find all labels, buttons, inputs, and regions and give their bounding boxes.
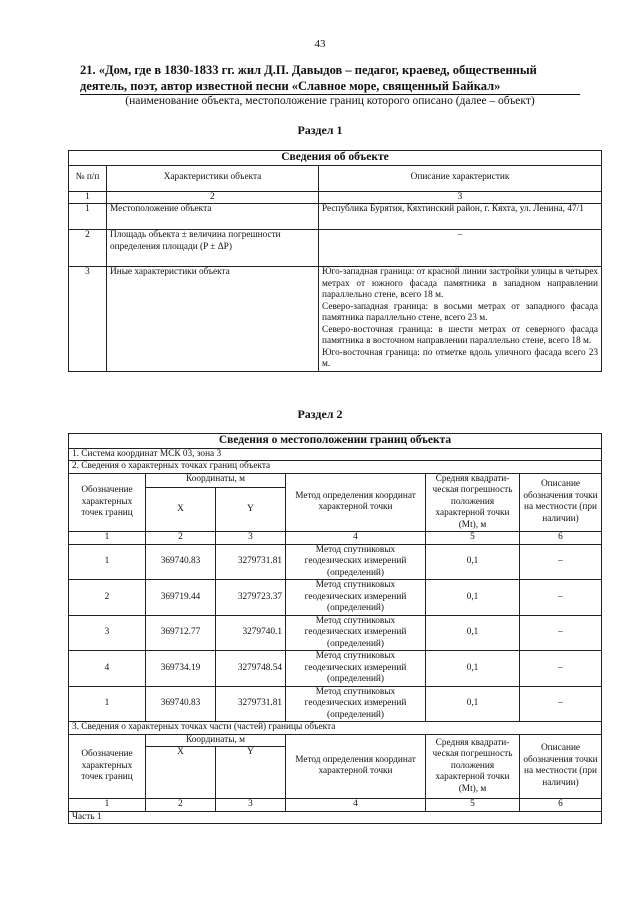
point-mt: 0,1 [426,580,520,616]
row-desc: Республика Бурятия, Кяхтинский район, г. Кяхта, ул. Ленина, 47/1 [319,204,602,230]
boundary-ne: Северо-восточная граница: в шести метрах от северного фасада памятника в восточном направлении параллельно стене, всего 18 м. [322,324,598,346]
point-id: 1 [69,544,146,580]
object-info-table [68,150,602,372]
col-number: 3 [319,191,602,204]
page-number: 43 [314,38,326,50]
col-number: 5 [426,532,520,545]
row-num: 1 [69,204,107,230]
object-heading [80,62,580,95]
point-x: 369740.83 [146,544,216,580]
header-coords: Координаты, м [146,473,286,488]
part-header-error: Средняя квадрати-ческая погрешность положения характерной точки (Mt), м [426,734,520,799]
col-number: 4 [286,799,426,812]
col-number: 3 [216,532,286,545]
point-id: 4 [69,651,146,687]
point-desc: – [520,544,602,580]
table-row [69,580,602,616]
points-subtitle: 2. Сведения о характерных точках границ объекта [69,461,602,474]
col-number: 3 [216,799,286,812]
part-header-x: X [146,747,216,799]
boundary-table-title: Сведения о местоположении границ объекта [69,434,602,449]
header-designation: Обозначение характерных точек границ [69,473,146,532]
point-mt: 0,1 [426,686,520,722]
point-desc: – [520,651,602,687]
point-id: 1 [69,686,146,722]
point-method: Метод спутниковых геодезических измерений (определений) [286,544,426,580]
header-characteristic: Характеристики объекта [107,165,319,191]
point-method: Метод спутниковых геодезических измерений (определений) [286,686,426,722]
table-row [69,651,602,687]
header-num: № п/п [69,165,107,191]
header-method: Метод определения координат характерной точки [286,473,426,532]
point-mt: 0,1 [426,651,520,687]
point-id: 3 [69,615,146,651]
point-mt: 0,1 [426,615,520,651]
header-y: Y [216,488,286,532]
col-number: 5 [426,799,520,812]
point-y: 3279740.1 [216,615,286,651]
col-number: 1 [69,532,146,545]
table-row [69,686,602,722]
boundary-nw: Северо-западная граница: в восьми метрах от западного фасада памятника параллельно стене, всего 23 м. [322,301,598,323]
header-error: Средняя квадрати-ческая погрешность положения характерной точки (Mt), м [426,473,520,532]
part-header-point-desc: Описание обозначения точки на местности (при наличии) [520,734,602,799]
row-desc [319,267,602,372]
point-desc: – [520,580,602,616]
point-y: 3279731.81 [216,686,286,722]
table-row [69,544,602,580]
object-info-title: Сведения об объекте [69,151,602,166]
point-x: 369719.44 [146,580,216,616]
row-num: 2 [69,230,107,267]
point-method: Метод спутниковых геодезических измерений (определений) [286,615,426,651]
point-y: 3279748.54 [216,651,286,687]
point-method: Метод спутниковых геодезических измерений (определений) [286,580,426,616]
part-header-y: Y [216,747,286,799]
part-header-designation: Обозначение характерных точек границ [69,734,146,799]
heading-line-2: деятель, поэт, автор известной песни «Славное море, священный Байкал» [80,78,580,95]
col-number: 4 [286,532,426,545]
header-point-desc: Описание обозначения точки на местности (при наличии) [520,473,602,532]
coord-system: 1. Система координат МСК 03, зона 3 [69,448,602,461]
col-number: 1 [69,799,146,812]
section-2-title: Раздел 2 [297,407,343,421]
row-name: Местоположение объекта [107,204,319,230]
section-1-title: Раздел 1 [297,123,343,137]
boundary-se: Юго-восточная граница: по отметке вдоль уличного фасада всего 23 м. [322,347,598,369]
boundary-points-table [68,433,602,824]
point-desc: – [520,615,602,651]
point-x: 369712.77 [146,615,216,651]
col-number: 6 [520,532,602,545]
col-number: 2 [146,532,216,545]
point-y: 3279731.81 [216,544,286,580]
header-x: X [146,488,216,532]
point-id: 2 [69,580,146,616]
table-row [69,230,602,267]
heading-caption: (наименование объекта, местоположение границ которого описано (далее – объект) [125,95,535,107]
part-subtitle: 3. Сведения о характерных точках части (частей) границы объекта [69,722,602,735]
point-x: 369734.19 [146,651,216,687]
heading-line-1: 21. «Дом, где в 1830-1833 гг. жил Д.П. Давыдов – педагог, краевед, общественный [80,63,537,77]
point-method: Метод спутниковых геодезических измерений (определений) [286,651,426,687]
col-number: 2 [146,799,216,812]
row-name: Иные характеристики объекта [107,267,319,372]
col-number: 6 [520,799,602,812]
point-y: 3279723.37 [216,580,286,616]
col-number: 2 [107,191,319,204]
point-desc: – [520,686,602,722]
col-number: 1 [69,191,107,204]
point-x: 369740.83 [146,686,216,722]
point-mt: 0,1 [426,544,520,580]
header-description: Описание характеристик [319,165,602,191]
part-label: Часть 1 [69,811,602,824]
row-desc: – [319,230,602,267]
row-num: 3 [69,267,107,372]
part-header-method: Метод определения координат характерной точки [286,734,426,799]
table-row [69,615,602,651]
row-name: Площадь объекта ± величина погрешности определения площади (P ± ΔP) [107,230,319,267]
boundary-sw: Юго-западная граница: от красной линии застройки улицы в четырех метрах от южного фасада памятника в западном направлении параллельно стене, всего 18 м. [322,267,598,300]
part-header-coords: Координаты, м [146,734,286,747]
table-row [69,267,602,372]
table-row [69,204,602,230]
